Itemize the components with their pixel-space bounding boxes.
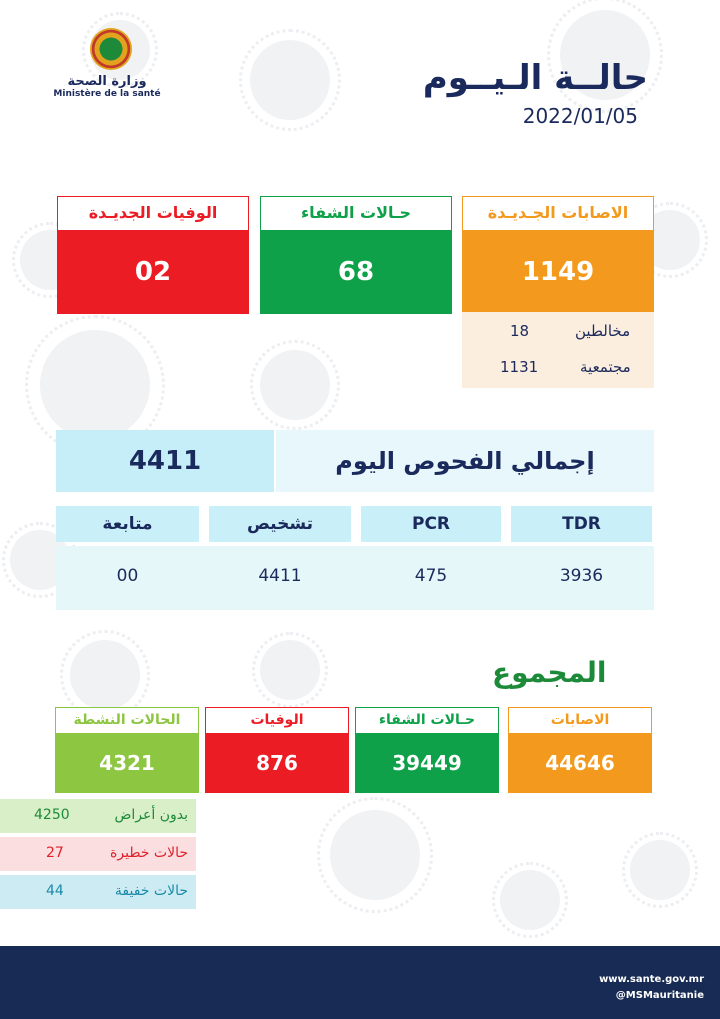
test-col-diagnosis-label: تشخيص [209,506,351,542]
virus-background-icon [250,40,330,120]
total-deaths-card [205,707,349,793]
test-col-tdr-value: 3936 [559,566,604,586]
tests-total-label: إجمالي الفحوص اليوم [276,430,654,492]
virus-background-icon [260,640,320,700]
asymptomatic-value: 4250 [34,807,70,823]
virus-background-icon [260,350,330,420]
severe-value: 27 [46,845,64,861]
test-col-followup-label: متابعة [56,506,199,542]
contacts-value: 18 [510,322,530,340]
ministry-name-ar: وزارة الصحة [67,74,147,89]
virus-background-icon [330,810,420,900]
total-recoveries-label: حـالات الشفاء [355,707,499,733]
total-active-label: الحالات النشطة [55,707,199,733]
test-col-diagnosis-value: 4411 [258,566,302,586]
new-cases-value: 1149 [462,230,654,314]
total-recoveries-value: 39449 [355,733,499,793]
total-active-value: 4321 [55,733,199,793]
new-cases-label: الاصابات الجـديـدة [462,196,654,230]
total-deaths-value: 876 [205,733,349,793]
asymptomatic-label: بدون أعراض [114,807,188,823]
recoveries-value: 68 [260,230,452,314]
community-value: 1131 [500,358,539,376]
virus-background-icon [40,330,150,440]
severe-row [0,837,196,871]
recoveries-card [260,196,452,314]
footer-bar [0,946,720,1019]
tests-total-value: 4411 [56,430,274,492]
total-cases-label: الاصابات [508,707,652,733]
totals-title: المجموع [492,656,607,689]
ministry-name-fr: Ministère de la santé [53,89,161,99]
test-col-pcr-value: 475 [414,566,448,586]
virus-background-icon [500,870,560,930]
deaths-value: 02 [57,230,249,314]
total-cases-value: 44646 [508,733,652,793]
mild-value: 44 [46,883,64,899]
new-cases-card [462,196,654,314]
total-deaths-label: الوفيات [205,707,349,733]
footer-social-handle[interactable]: @MSMauritanie [615,990,704,1001]
asymptomatic-row [0,799,196,833]
footer-website[interactable]: www.sante.gov.mr [599,974,704,985]
deaths-card [57,196,249,314]
contacts-label: مخالطين [575,322,631,340]
recoveries-label: حـالات الشفاء [260,196,452,230]
severe-label: حالات خطيرة [110,845,188,861]
ministry-logo [52,28,162,99]
page-title: حالــة الـيــوم [422,58,648,98]
ministry-seal-icon [90,28,132,70]
test-col-followup-value: 00 [116,566,139,586]
total-recoveries-card [355,707,499,793]
report-date: 2022/01/05 [522,104,638,128]
virus-background-icon [70,640,140,710]
mild-label: حالات خفيفة [114,883,188,899]
deaths-label: الوفيات الجديـدة [57,196,249,230]
virus-background-icon [630,840,690,900]
community-label: مجتمعية [580,358,631,376]
test-col-pcr-label: PCR [361,506,501,542]
total-cases-card [508,707,652,793]
test-col-tdr-label: TDR [511,506,652,542]
total-active-card [55,707,199,793]
mild-row [0,875,196,909]
